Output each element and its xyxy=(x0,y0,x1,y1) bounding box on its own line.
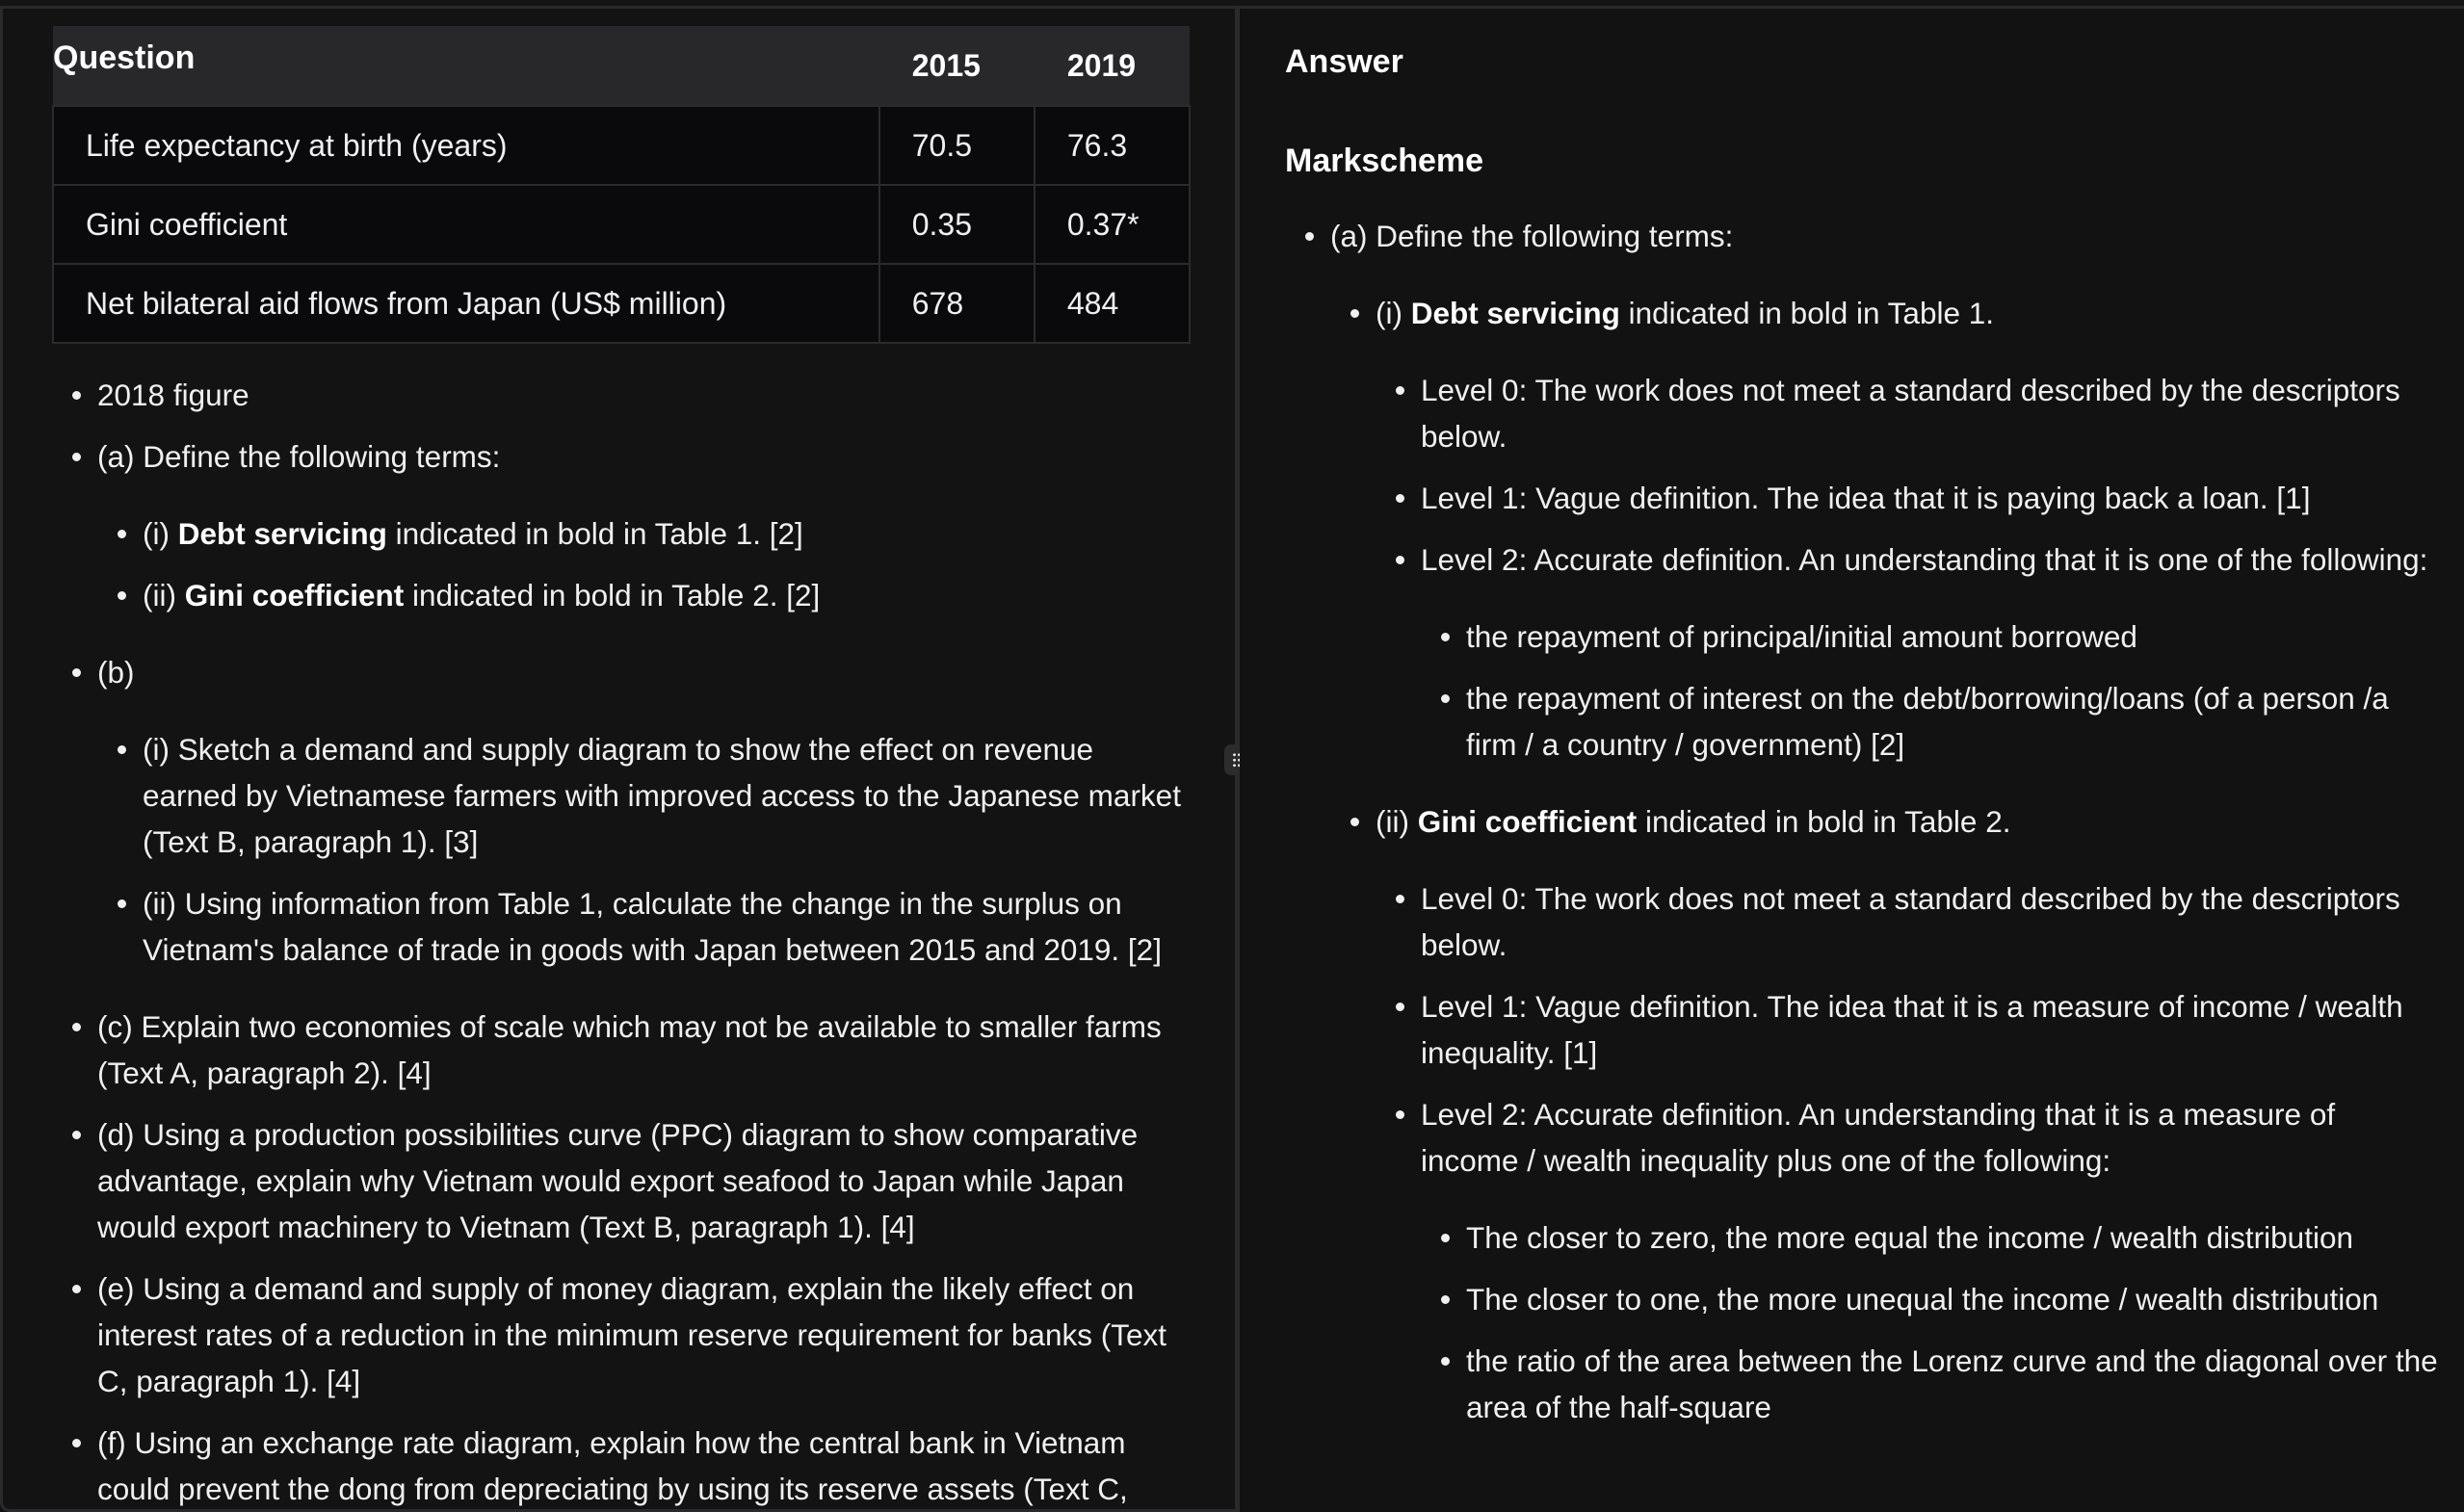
footnote-text: 2018 figure xyxy=(97,378,249,412)
cell-2019: 0.37* xyxy=(1035,185,1190,264)
level-text: Level 1: Vague definition. The idea that it is a measure of income / wealth inequality. [1] xyxy=(1421,989,2403,1070)
bold-term: Gini coefficient xyxy=(184,578,405,613)
cell-2019: 484 xyxy=(1035,264,1190,343)
cell-2015: 678 xyxy=(879,264,1035,343)
list-item-part-b-i xyxy=(97,726,1189,865)
cell-2019: 76.3 xyxy=(1035,106,1190,185)
part-b-text: (b) xyxy=(97,655,135,690)
list-item-point xyxy=(1421,1338,2441,1430)
table-row xyxy=(53,106,1190,185)
list-item-point xyxy=(1421,675,2441,768)
row-label: Life expectancy at birth (years) xyxy=(53,106,879,185)
row-label: Net bilateral aid flows from Japan (US$ million) xyxy=(53,264,879,343)
top-bar xyxy=(0,0,2464,9)
level-text: Level 0: The work does not meet a standard described by the descriptors below. xyxy=(1421,373,2400,454)
answer-content xyxy=(1285,39,2441,1430)
list-item-ms-a-ii xyxy=(1330,798,2441,1430)
item-text: indicated in bold in Table 1. xyxy=(1619,296,1995,330)
part-text: (f) Using an exchange rate diagram, explain how the central bank in Vietnam could prevent the dong from depreciating by using its reserve assets (Text C, xyxy=(97,1425,1128,1506)
list-item-ms-a-i xyxy=(1330,290,2441,768)
point-text: the ratio of the area between the Lorenz curve and the diagonal over the area of the half-square xyxy=(1466,1343,2438,1424)
point-text: The closer to one, the more unequal the income / wealth distribution xyxy=(1466,1282,2379,1316)
bold-term: Debt servicing xyxy=(1410,296,1620,330)
column-header-question: Question xyxy=(53,26,879,106)
part-text: (ii) Using information from Table 1, calculate the change in the surplus on Vietnam's balance of trade in goods with Japan between 2015 and 2019. [2] xyxy=(143,886,1162,967)
level-text: Level 2: Accurate definition. An understanding that it is a measure of income / wealth inequality plus one of the following: xyxy=(1421,1097,2336,1178)
list-item-point xyxy=(1421,1214,2441,1261)
column-header-2019: 2019 xyxy=(1035,26,1190,106)
table-header-row xyxy=(53,26,1190,106)
point-text: The closer to zero, the more equal the income / wealth distribution xyxy=(1466,1220,2353,1255)
list-item-level-0 xyxy=(1376,367,2441,459)
row-label: Gini coefficient xyxy=(53,185,879,264)
part-text: (d) Using a production possibilities curve (PPC) diagram to show comparative advantage, explain why Vietnam would export seafood to Japan while Japan would export machinery to Vietnam (Text B, paragraph 1). [4] xyxy=(97,1117,1139,1244)
table-row xyxy=(53,185,1190,264)
list-item-part-d xyxy=(52,1111,1189,1250)
list-item-point xyxy=(1421,1276,2441,1322)
list-item-part-a xyxy=(52,433,1189,618)
prefix: (i) xyxy=(1376,296,1411,330)
list-item-point xyxy=(1421,613,2441,660)
grip-dots-icon xyxy=(1232,752,1240,768)
answer-title: Answer xyxy=(1285,43,1403,80)
prefix: (ii) xyxy=(1376,804,1418,839)
part-text: (c) Explain two economies of scale which may not be available to smaller farms (Text A, paragraph 2). [4] xyxy=(97,1009,1162,1090)
list-item-part-b xyxy=(52,649,1189,973)
part-text: (i) Sketch a demand and supply diagram to show the effect on revenue earned by Vietnamese farmers with improved access to the Japanese market (Text B, paragraph 1). [3] xyxy=(143,732,1181,859)
list-item-ms-a xyxy=(1285,213,2441,1430)
bold-term: Gini coefficient xyxy=(1417,804,1638,839)
part-a-text: (a) Define the following terms: xyxy=(97,439,501,474)
data-table xyxy=(52,26,1191,344)
prefix: (ii) xyxy=(143,578,185,613)
prefix: (i) xyxy=(143,516,178,551)
list-item-part-c xyxy=(52,1004,1189,1096)
part-text: (e) Using a demand and supply of money diagram, explain the likely effect on interest rates of a reduction in the minimum reserve requirement for banks (Text C, paragraph 1). [4] xyxy=(97,1271,1166,1398)
cell-2015: 70.5 xyxy=(879,106,1035,185)
question-list xyxy=(52,356,1189,1512)
list-item-part-a-ii xyxy=(97,572,1189,618)
part-text: indicated in bold in Table 1. [2] xyxy=(386,516,803,551)
list-item-level-1 xyxy=(1376,983,2441,1076)
list-item-footnote xyxy=(52,372,1189,418)
list-item-level-2 xyxy=(1376,536,2441,768)
part-text: indicated in bold in Table 2. [2] xyxy=(404,578,821,613)
cell-2015: 0.35 xyxy=(879,185,1035,264)
bold-term: Debt servicing xyxy=(177,516,387,551)
list-item-level-0 xyxy=(1376,875,2441,968)
list-item-part-b-ii xyxy=(97,880,1189,973)
point-text: the repayment of principal/initial amount borrowed xyxy=(1466,619,2137,654)
item-text: indicated in bold in Table 2. xyxy=(1637,804,2011,839)
table-row xyxy=(53,264,1190,343)
column-header-2015: 2015 xyxy=(879,26,1035,106)
list-item-level-2 xyxy=(1376,1091,2441,1430)
point-text: the repayment of interest on the debt/borrowing/loans (of a person /a firm / a country / government) [2] xyxy=(1466,681,2389,762)
level-text: Level 0: The work does not meet a standard described by the descriptors below. xyxy=(1421,881,2400,962)
list-item-part-e xyxy=(52,1265,1189,1404)
list-item-level-1 xyxy=(1376,475,2441,521)
markscheme-heading: Markscheme xyxy=(1285,143,1484,179)
level-text: Level 1: Vague definition. The idea that it is paying back a loan. [1] xyxy=(1421,481,2311,515)
ms-a-text: (a) Define the following terms: xyxy=(1330,219,1734,253)
level-text: Level 2: Accurate definition. An understanding that it is one of the following: xyxy=(1421,542,2428,577)
list-item-part-a-i xyxy=(97,510,1189,557)
list-item-part-f xyxy=(52,1420,1189,1512)
